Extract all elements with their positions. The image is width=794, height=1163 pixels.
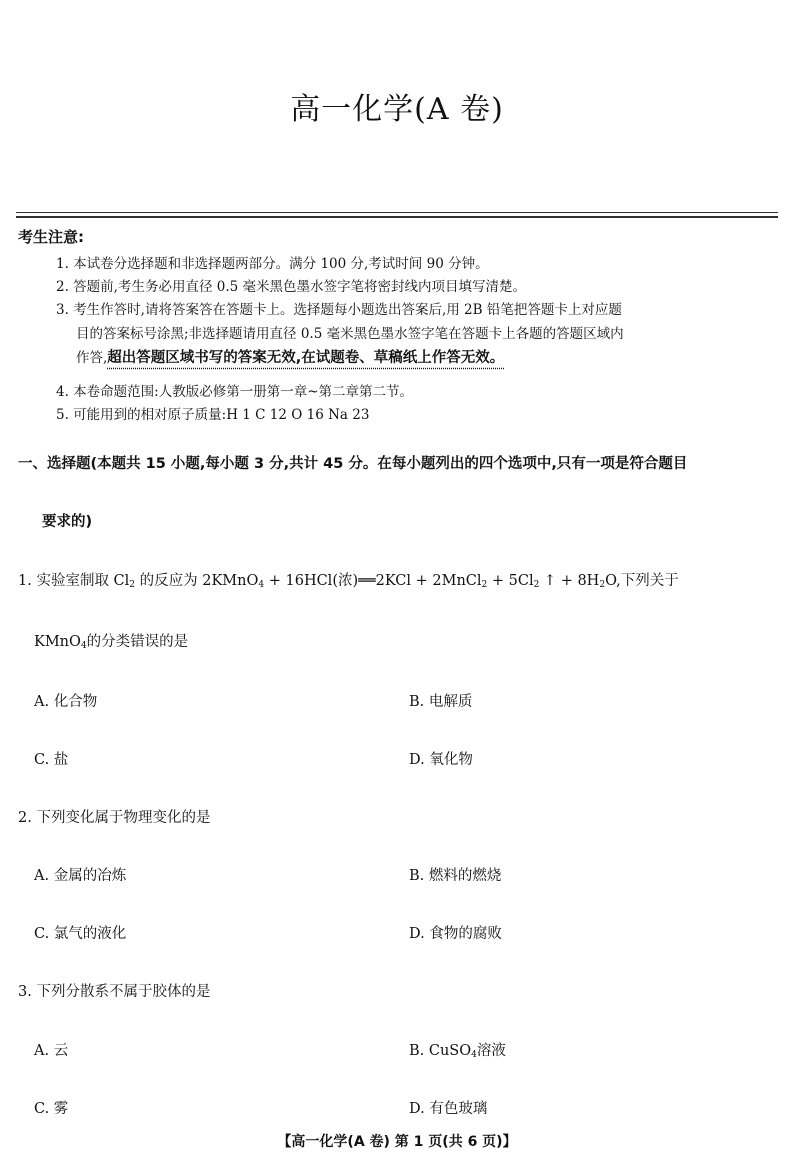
- q1-option-a: A. 化合物: [34, 694, 98, 710]
- notice-emphasis: 超出答题区域书写的答案无效,在试题卷、草稿纸上作答无效。: [107, 350, 505, 366]
- notice-item-3-prefix: 作答,: [76, 350, 108, 366]
- section-heading-cont: 要求的): [42, 514, 93, 530]
- q1-text-d: 2KCl + 2MnCl: [375, 573, 482, 589]
- header-rule-thick: [16, 216, 778, 218]
- q1-text-a: 1. 实验室制取 Cl: [18, 573, 130, 589]
- q1-text-f: ↑ + 8H: [539, 573, 600, 589]
- q1-equals-sign: ══: [358, 573, 376, 589]
- q3-option-c: C. 雾: [34, 1101, 69, 1117]
- notice-item-3-end: [76, 346, 504, 367]
- q1-sub-e: 2: [599, 580, 606, 590]
- page-title: 高一化学(A 卷): [290, 92, 504, 127]
- notice-item-3-cont: 目的答案标号涂黑;非选择题请用直径 0.5 毫米黑色墨水签字笔在答题卡上各题的答题区域内: [76, 326, 624, 342]
- header-rule-thin: [16, 212, 778, 213]
- q1-text-b: 的反应为 2KMnO: [135, 573, 259, 589]
- q1-option-c: C. 盐: [34, 752, 69, 768]
- q1-option-b: B. 电解质: [409, 694, 473, 710]
- notice-item-5: 5. 可能用到的相对原子质量:H 1 C 12 O 16 Na 23: [56, 407, 370, 423]
- q1-sub-a: 2: [129, 580, 136, 590]
- question-1-stem: [18, 569, 679, 590]
- q1-l2-text-a: KMnO: [34, 634, 81, 650]
- q1-text-e: + 5Cl: [487, 573, 534, 589]
- q3-b-text-a: B. CuSO: [409, 1043, 472, 1059]
- q1-option-d: D. 氧化物: [409, 752, 473, 768]
- notice-item-2: 2. 答题前,考生务必用直径 0.5 毫米黑色墨水签字笔将密封线内项目填写清楚。: [56, 279, 527, 295]
- q2-option-d: D. 食物的腐败: [409, 926, 502, 942]
- notice-item-4: 4. 本卷命题范围:人教版必修第一册第一章~第二章第二节。: [56, 384, 414, 400]
- notice-item-1: 1. 本试卷分选择题和非选择题两部分。满分 100 分,考试时间 90 分钟。: [56, 256, 489, 272]
- q1-l2-sub: 4: [80, 641, 87, 651]
- question-2-stem: 2. 下列变化属于物理变化的是: [18, 810, 211, 826]
- q2-option-a: A. 金属的冶炼: [34, 868, 127, 884]
- q3-b-text-b: 溶液: [476, 1043, 506, 1059]
- q3-option-a: A. 云: [34, 1043, 69, 1059]
- section-heading: 一、选择题(本题共 15 小题,每小题 3 分,共计 45 分。在每小题列出的四个选项中,只有一项是符合题目: [18, 456, 688, 472]
- q1-sub-c: 2: [481, 580, 488, 590]
- q1-text-c: + 16HCl(浓): [264, 573, 359, 589]
- question-3-stem: 3. 下列分散系不属于胶体的是: [18, 984, 211, 1000]
- q3-option-d: D. 有色玻璃: [409, 1101, 488, 1117]
- q1-sub-b: 4: [258, 580, 265, 590]
- q1-l2-text-b: 的分类错误的是: [86, 634, 189, 650]
- page-footer: 【高一化学(A 卷) 第 1 页(共 6 页)】: [277, 1134, 517, 1150]
- q2-option-c: C. 氯气的液化: [34, 926, 127, 942]
- question-1-stem-cont: [34, 630, 188, 651]
- notice-item-3: 3. 考生作答时,请将答案答在答题卡上。选择题每小题选出答案后,用 2B 铅笔把答题卡上对应题: [56, 302, 622, 318]
- q1-sub-d: 2: [533, 580, 540, 590]
- q3-b-sub: 4: [471, 1050, 477, 1060]
- notice-heading: 考生注意:: [18, 228, 84, 246]
- q1-text-g: O,下列关于: [605, 573, 679, 589]
- q3-option-b: [409, 1039, 506, 1060]
- q2-option-b: B. 燃料的燃烧: [409, 868, 502, 884]
